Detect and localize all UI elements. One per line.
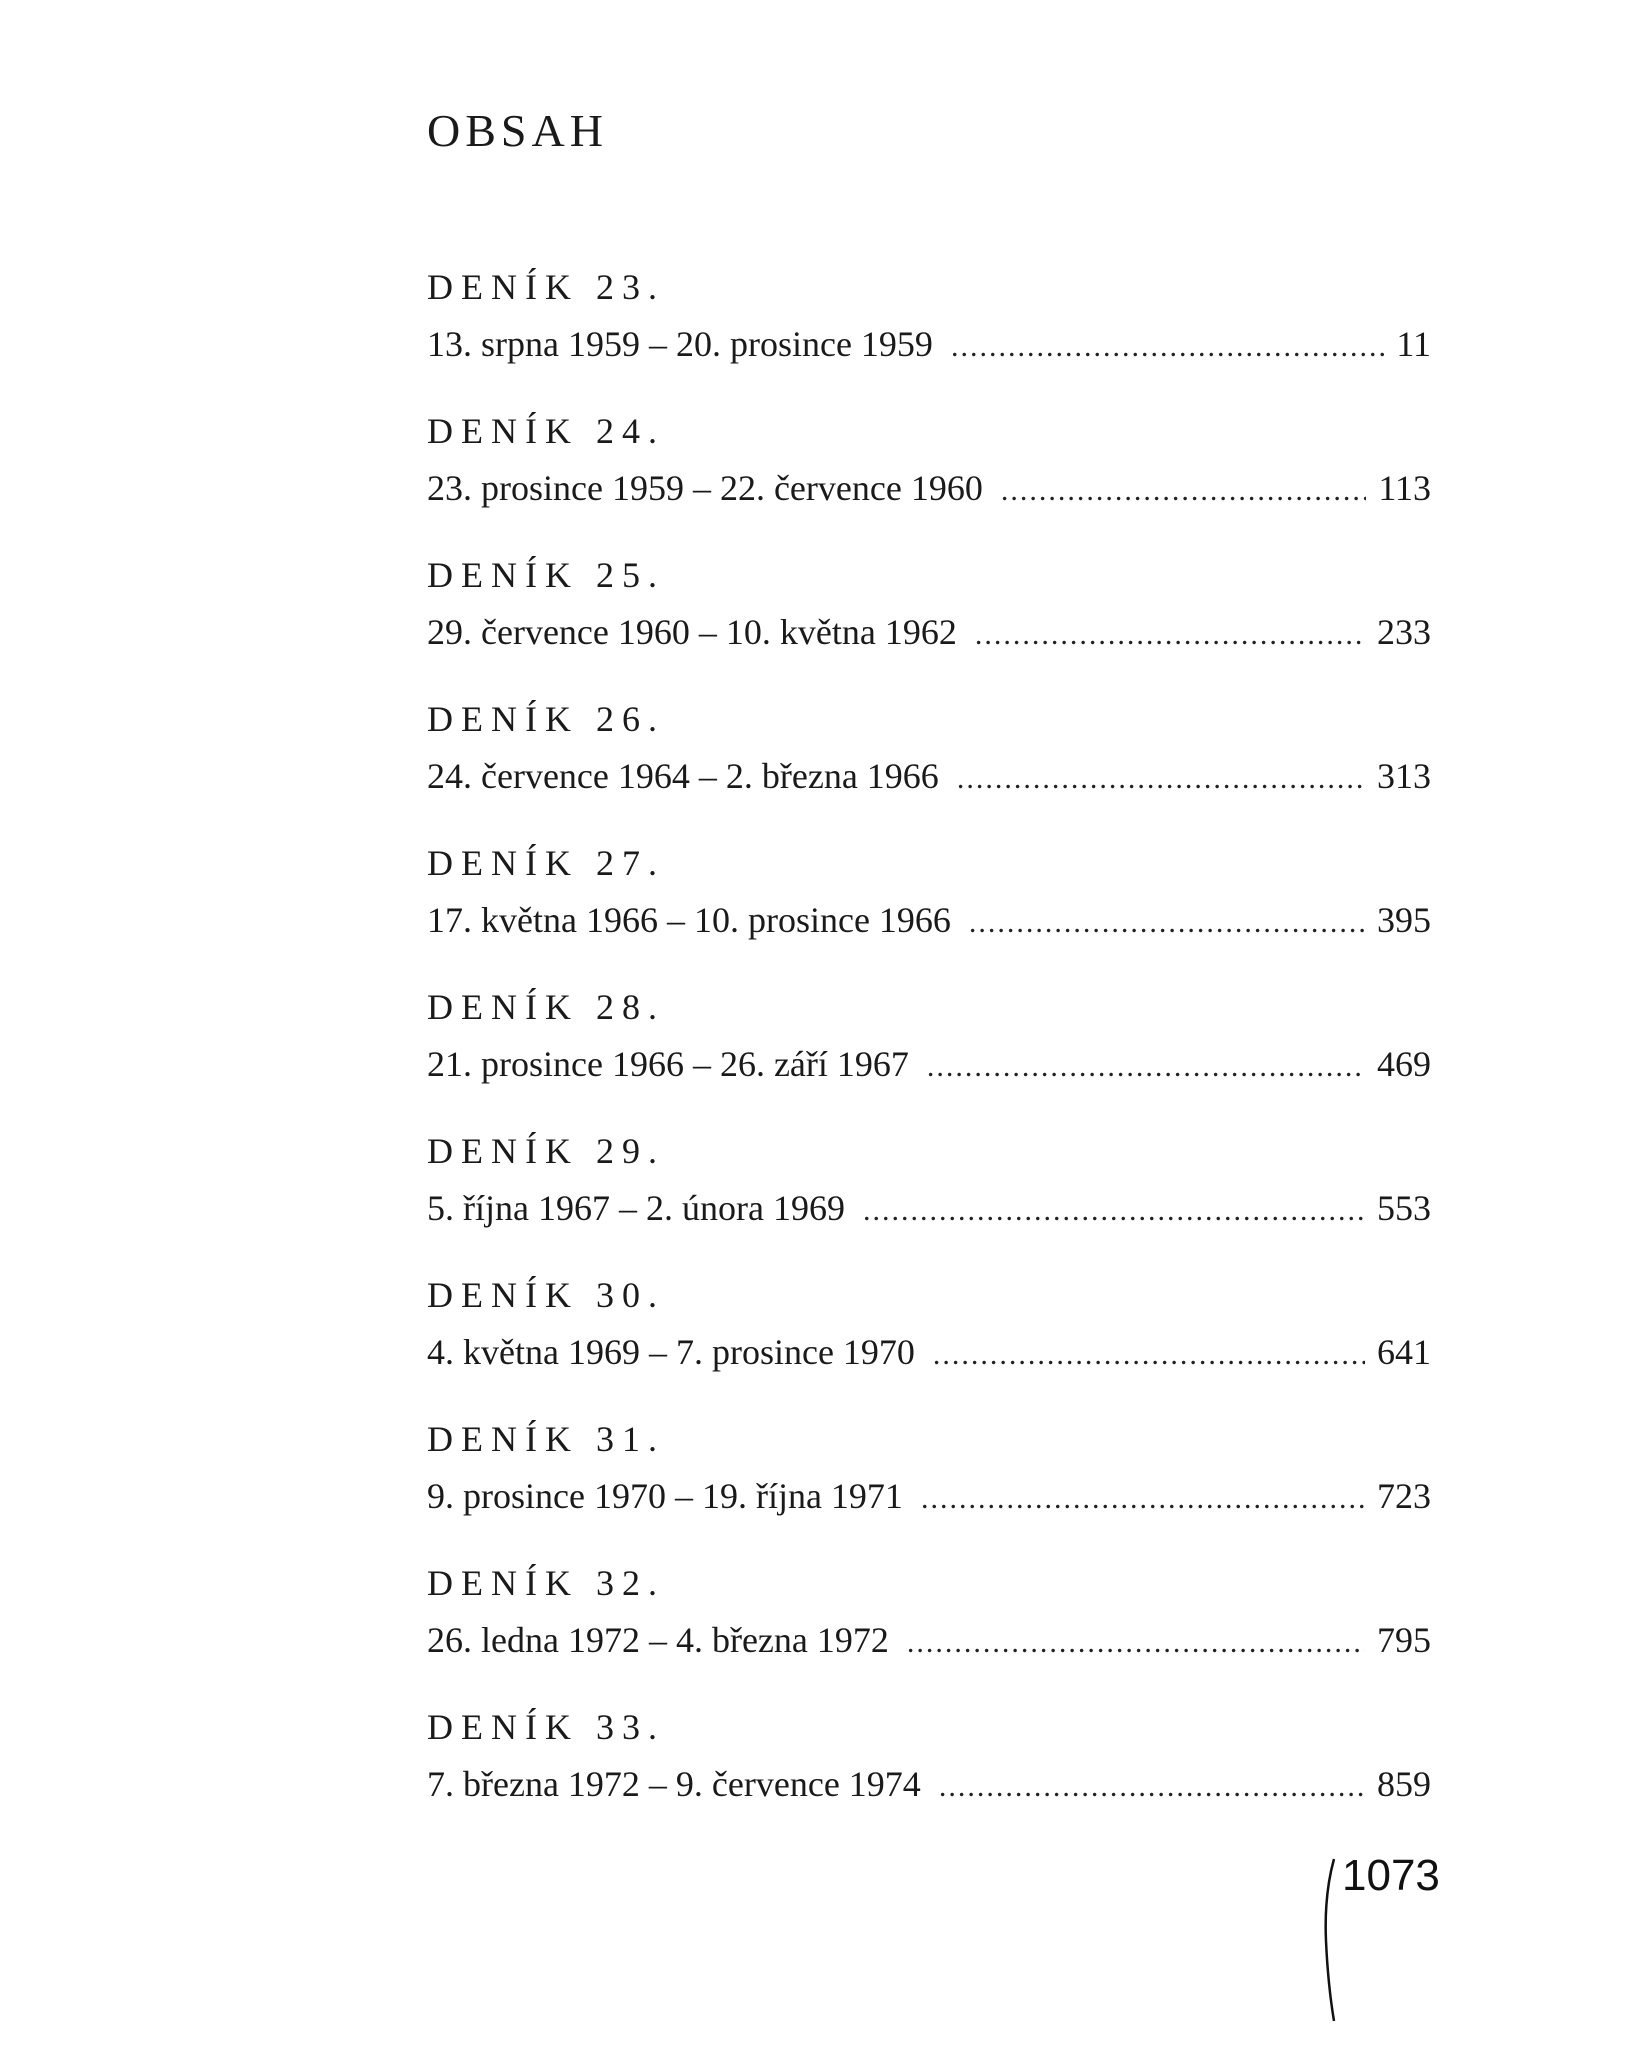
- diary-heading: DENÍK 31.: [427, 1419, 665, 1459]
- page-folio: [1320, 1851, 1440, 2025]
- diary-heading: DENÍK 28.: [427, 987, 665, 1027]
- toc-entry: [427, 1554, 1431, 1698]
- page-number: 641: [1377, 1332, 1431, 1372]
- toc-link[interactable]: [427, 1468, 1431, 1524]
- folio-number: 1073: [1342, 1851, 1440, 1900]
- page-number: 469: [1377, 1044, 1431, 1084]
- date-range: 7. března 1972 – 9. července 1974: [427, 1764, 921, 1804]
- dot-leader: [863, 1183, 1365, 1239]
- toc-entry: [427, 978, 1431, 1122]
- dot-leader: [933, 1327, 1365, 1383]
- date-range: 9. prosince 1970 – 19. října 1971: [427, 1476, 903, 1516]
- diary-heading: DENÍK 27.: [427, 843, 665, 883]
- date-range: 26. ledna 1972 – 4. března 1972: [427, 1620, 889, 1660]
- dot-leader: [951, 319, 1384, 375]
- toc-link[interactable]: [427, 748, 1431, 804]
- dot-leader: [957, 751, 1365, 807]
- diary-heading: DENÍK 23.: [427, 267, 665, 307]
- diary-heading: DENÍK 29.: [427, 1131, 665, 1171]
- toc-link[interactable]: [427, 1180, 1431, 1236]
- diary-heading: DENÍK 26.: [427, 699, 665, 739]
- diary-heading: DENÍK 24.: [427, 411, 665, 451]
- date-range: 13. srpna 1959 – 20. prosince 1959: [427, 324, 933, 364]
- diary-heading: DENÍK 33.: [427, 1707, 665, 1747]
- date-range: 17. května 1966 – 10. prosince 1966: [427, 900, 951, 940]
- toc-entry: [427, 690, 1431, 834]
- diary-heading: DENÍK 30.: [427, 1275, 665, 1315]
- toc-entry: [427, 402, 1431, 546]
- toc-link[interactable]: [427, 604, 1431, 660]
- page-number: 11: [1396, 324, 1431, 364]
- page-number: 859: [1377, 1764, 1431, 1804]
- toc-link[interactable]: [427, 1756, 1431, 1812]
- toc-link[interactable]: [427, 1324, 1431, 1380]
- dot-leader: [927, 1039, 1365, 1095]
- page-number: 553: [1377, 1188, 1431, 1228]
- toc-link[interactable]: [427, 892, 1431, 948]
- toc-link[interactable]: [427, 1036, 1431, 1092]
- page-number: 395: [1377, 900, 1431, 940]
- page-number: 233: [1377, 612, 1431, 652]
- toc-entry: [427, 834, 1431, 978]
- dot-leader: [939, 1759, 1365, 1815]
- toc-link[interactable]: [427, 316, 1431, 372]
- dot-leader: [921, 1471, 1365, 1527]
- date-range: 24. července 1964 – 2. března 1966: [427, 756, 939, 796]
- dot-leader: [975, 607, 1365, 663]
- diary-heading: DENÍK 25.: [427, 555, 665, 595]
- toc-link[interactable]: [427, 1612, 1431, 1668]
- date-range: 21. prosince 1966 – 26. září 1967: [427, 1044, 909, 1084]
- toc-entry: [427, 1698, 1431, 1842]
- dot-leader: [907, 1615, 1365, 1671]
- date-range: 5. října 1967 – 2. února 1969: [427, 1188, 845, 1228]
- dot-leader: [1001, 463, 1366, 519]
- date-range: 29. července 1960 – 10. května 1962: [427, 612, 957, 652]
- toc-entry: [427, 1266, 1431, 1410]
- page-number: 723: [1377, 1476, 1431, 1516]
- diary-heading: DENÍK 32.: [427, 1563, 665, 1603]
- toc-entry: [427, 546, 1431, 690]
- toc-entry: [427, 258, 1431, 402]
- page-number: 313: [1377, 756, 1431, 796]
- date-range: 23. prosince 1959 – 22. července 1960: [427, 468, 983, 508]
- toc-entry: [427, 1122, 1431, 1266]
- toc-link[interactable]: [427, 460, 1431, 516]
- table-of-contents: [427, 258, 1431, 1842]
- page-number: 795: [1377, 1620, 1431, 1660]
- page-number: 113: [1378, 468, 1431, 508]
- toc-entry: [427, 1410, 1431, 1554]
- dot-leader: [969, 895, 1365, 951]
- page-title: OBSAH: [427, 105, 608, 156]
- date-range: 4. května 1969 – 7. prosince 1970: [427, 1332, 915, 1372]
